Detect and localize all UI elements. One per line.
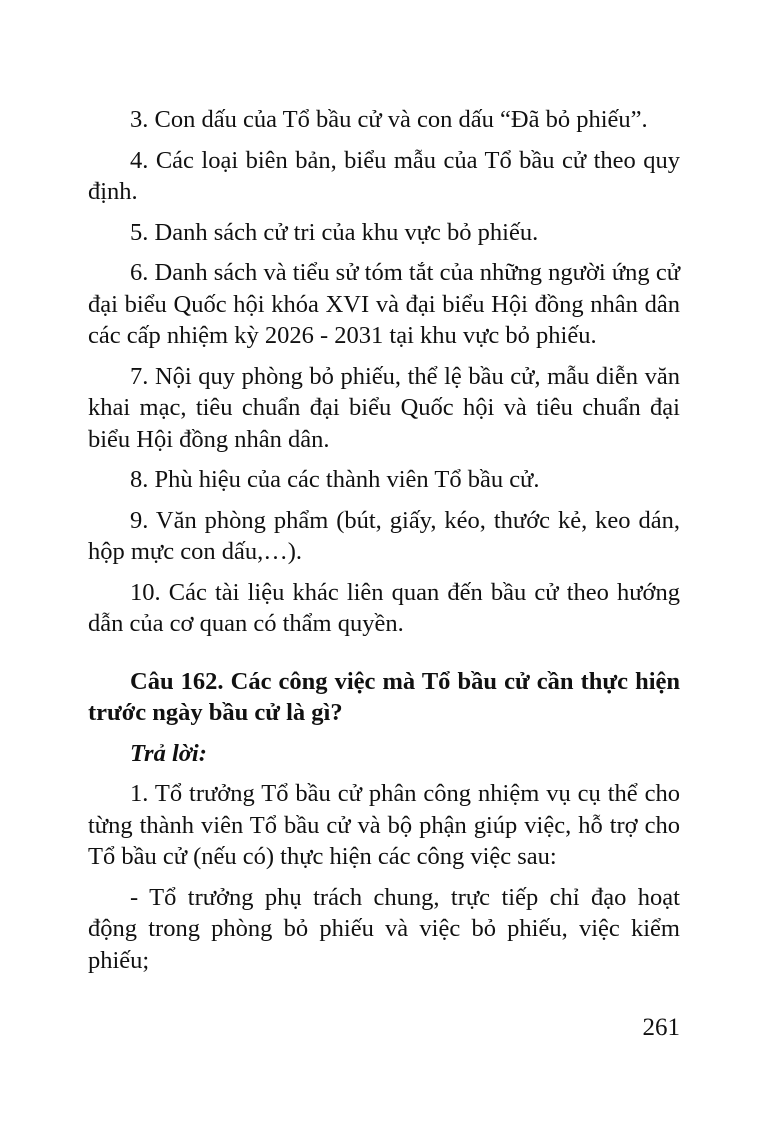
list-item: 9. Văn phòng phẩm (bút, giấy, kéo, thước kẻ, keo dán, hộp mực con dấu,…). bbox=[88, 506, 680, 565]
answer-label: Trả lời: bbox=[130, 739, 207, 767]
answer-paragraph: 1. Tổ trưởng Tổ bầu cử phân công nhiệm vụ cụ thể cho từng thành viên Tổ bầu cử và bộ phận giúp việc, hỗ trợ cho Tổ bầu cử (nếu có) thực hiện các công việc sau: bbox=[88, 780, 680, 870]
list-item: 7. Nội quy phòng bỏ phiếu, thể lệ bầu cử, mẫu diễn văn khai mạc, tiêu chuẩn đại biểu Quốc hội và tiêu chuẩn đại biểu Hội đồng nhân dân. bbox=[88, 362, 680, 453]
document-page bbox=[88, 104, 680, 985]
list-item: 8. Phù hiệu của các thành viên Tổ bầu cử. bbox=[130, 466, 540, 493]
list-item: 10. Các tài liệu khác liên quan đến bầu cử theo hướng dẫn của cơ quan có thẩm quyền. bbox=[88, 578, 680, 637]
list-item: 6. Danh sách và tiểu sử tóm tắt của những người ứng cử đại biểu Quốc hội khóa XVI và đại biểu Hội đồng nhân dân các cấp nhiệm kỳ 2026 - 2031 tại khu vực bỏ phiếu. bbox=[88, 259, 680, 349]
list-item: 3. Con dấu của Tổ bầu cử và con dấu “Đã bỏ phiếu”. bbox=[130, 106, 648, 133]
answer-paragraph: - Tổ trưởng phụ trách chung, trực tiếp chỉ đạo hoạt động trong phòng bỏ phiếu và việc bỏ phiếu, việc kiểm phiếu; bbox=[88, 883, 680, 974]
list-item: 5. Danh sách cử tri của khu vực bỏ phiếu. bbox=[130, 218, 539, 246]
question-heading: Câu 162. Các công việc mà Tổ bầu cử cần thực hiện trước ngày bầu cử là gì? bbox=[88, 667, 680, 726]
page-number: 261 bbox=[642, 1014, 680, 1041]
list-item: 4. Các loại biên bản, biểu mẫu của Tổ bầu cử theo quy định. bbox=[88, 146, 680, 205]
